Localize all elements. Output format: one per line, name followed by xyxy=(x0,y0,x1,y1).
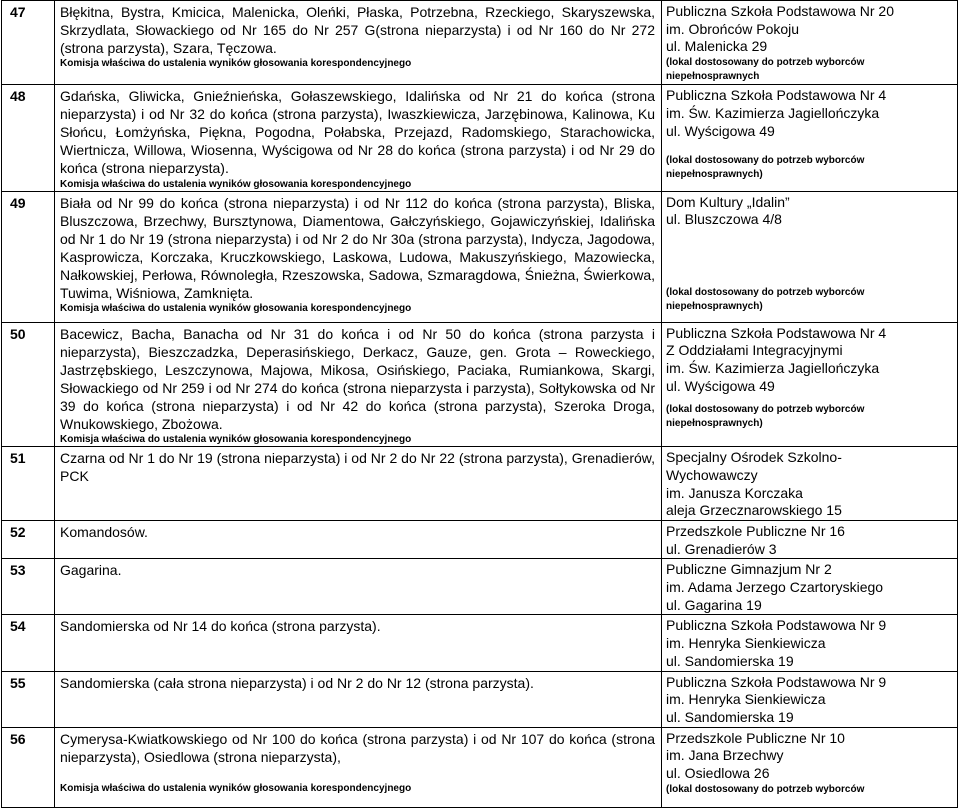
table-row xyxy=(2,559,958,615)
table-row xyxy=(2,1,958,85)
place-line: aleja Grzecznarowskiego 15 xyxy=(666,502,842,519)
streets-text: Komandosów. xyxy=(60,523,148,540)
place-line: Wychowawczy xyxy=(666,466,758,483)
place-line: ul. Gagarina 19 xyxy=(666,596,762,613)
accessibility-note: (lokal dostosowany do potrzeb wyborców niepełnosprawnych) xyxy=(666,155,865,181)
polling-place-cell xyxy=(662,520,958,558)
streets-text: Czarna od Nr 1 do Nr 19 (strona nieparzysta) i od Nr 2 do Nr 22 (strona parzysta), Grenadierów, PCK xyxy=(60,450,655,485)
place-line: ul. Osiedlowa 26 xyxy=(666,765,770,782)
accessibility-note: (lokal dostosowany do potrzeb wyborców niepełnosprawnych) xyxy=(666,286,865,312)
place-line: im. Św. Kazimierza Jagiellończyka xyxy=(666,359,880,376)
commission-note: Komisja właściwa do ustalenia wyników głosowania korespondencyjnego xyxy=(60,58,412,70)
streets-cell xyxy=(55,322,662,447)
district-number: 53 xyxy=(2,559,55,615)
district-number: 54 xyxy=(2,615,55,671)
place-line: Dom Kultury „Idalin” xyxy=(666,193,790,210)
polling-place-cell xyxy=(662,727,958,807)
polling-place-cell xyxy=(662,1,958,85)
place-line: ul. Grenadierów 3 xyxy=(666,540,777,557)
district-number: 47 xyxy=(2,1,55,85)
polling-place-cell xyxy=(662,447,958,521)
place-line: im. Obrońców Pokoju xyxy=(666,20,800,37)
district-number: 55 xyxy=(2,671,55,727)
place-line: Publiczna Szkoła Podstawowa Nr 4 xyxy=(666,87,887,104)
place-line: ul. Bluszczowa 4/8 xyxy=(666,211,782,228)
place-line: Publiczne Gimnazjum Nr 2 xyxy=(666,561,832,578)
polling-place-cell xyxy=(662,671,958,727)
district-number: 50 xyxy=(2,322,55,447)
district-number: 49 xyxy=(2,191,55,322)
streets-cell xyxy=(55,615,662,671)
district-table xyxy=(1,0,958,808)
commission-note: Komisja właściwa do ustalenia wyników głosowania korespondencyjnego xyxy=(60,303,412,315)
place-line: im. Jana Brzechwy xyxy=(666,747,784,764)
streets-cell xyxy=(55,520,662,558)
place-line: Publiczna Szkoła Podstawowa Nr 20 xyxy=(666,3,895,19)
place-line: ul. Sandomierska 19 xyxy=(666,708,794,725)
table-row xyxy=(2,322,958,447)
streets-text: Gagarina. xyxy=(60,562,122,579)
place-line: im. Św. Kazimierza Jagiellończyka xyxy=(666,104,880,121)
district-number: 52 xyxy=(2,520,55,558)
accessibility-note: (lokal dostosowany do potrzeb wyborców niepełnosprawnych xyxy=(666,57,865,83)
accessibility-note: (lokal dostosowany do potrzeb wyborców niepełnosprawnych) xyxy=(666,404,865,430)
polling-place-cell xyxy=(662,191,958,322)
place-line: im. Adama Jerzego Czartoryskiego xyxy=(666,579,884,596)
streets-text: Sandomierska od Nr 14 do końca (strona parzysta). xyxy=(60,618,381,635)
place-line: Publiczna Szkoła Podstawowa Nr 9 xyxy=(666,673,887,690)
table-row xyxy=(2,85,958,191)
place-line: Przedszkole Publiczne Nr 16 xyxy=(666,522,845,539)
table-row xyxy=(2,615,958,671)
commission-note: Komisja właściwa do ustalenia wyników głosowania korespondencyjnego xyxy=(60,434,412,446)
place-line: ul. Wyścigowa 49 xyxy=(666,122,775,139)
place-line: im. Henryka Sienkiewicza xyxy=(666,635,826,652)
place-line: ul. Malenicka 29 xyxy=(666,38,768,55)
streets-cell xyxy=(55,85,662,191)
place-line: Specjalny Ośrodek Szkolno- xyxy=(666,449,842,466)
streets-text: Sandomierska (cała strona nieparzysta) i od Nr 2 do Nr 12 (strona parzysta). xyxy=(60,674,534,691)
district-number: 48 xyxy=(2,85,55,191)
commission-note: Komisja właściwa do ustalenia wyników głosowania korespondencyjnego xyxy=(60,178,412,190)
place-line: Przedszkole Publiczne Nr 10 xyxy=(666,729,845,746)
polling-place-cell xyxy=(662,615,958,671)
table-row xyxy=(2,447,958,521)
place-line: Publiczna Szkoła Podstawowa Nr 9 xyxy=(666,617,887,634)
place-line: ul. Wyścigowa 49 xyxy=(666,377,775,394)
streets-text: Biała od Nr 99 do końca (strona nieparzysta) i od Nr 112 do końca (strona parzysta), Bliska, Bluszczowa, Brzechwy, Bursztynowa, Diamentowa, Gałczyńskiego, Gojawiczyńskiej, Idalińska od Nr 1 do Nr 19 (strona nieparzysta) i od Nr 2 do Nr 30a (strona parzysta), Indycza, Jagodowa, Kasprowicza, Korczaka, Kruczkowskiego, Laskowa, Ludowa, Makuszyńskiego, Mazowiecka, Nałkowskiej, Perłowa, Równoległa, Rzeszowska, Sadowa, Szmaragdowa, Śnieżna, Świerkowa, Tuwima, Wiśniowa, Zamknięta. xyxy=(60,194,655,302)
district-number: 51 xyxy=(2,447,55,521)
place-line: Publiczna Szkoła Podstawowa Nr 4 xyxy=(666,324,887,341)
streets-cell xyxy=(55,447,662,521)
place-line: Z Oddziałami Integracyjnymi xyxy=(666,342,843,359)
polling-place-cell xyxy=(662,559,958,615)
place-line: im. Henryka Sienkiewicza xyxy=(666,691,826,708)
table-row xyxy=(2,727,958,807)
polling-place-cell xyxy=(662,322,958,447)
polling-place-cell xyxy=(662,85,958,191)
table-row xyxy=(2,191,958,322)
place-line: ul. Sandomierska 19 xyxy=(666,652,794,669)
commission-note: Komisja właściwa do ustalenia wyników głosowania korespondencyjnego xyxy=(60,782,412,794)
streets-text: Cymerysa-Kwiatkowskiego od Nr 100 do końca (strona parzysta) i od Nr 107 do końca (strona nieparzysta), Osiedlowa (strona nieparzysta), xyxy=(60,730,655,765)
streets-cell xyxy=(55,559,662,615)
streets-cell xyxy=(55,1,662,85)
streets-cell xyxy=(55,191,662,322)
streets-text: Błękitna, Bystra, Kmicica, Malenicka, Oleńki, Płaska, Potrzebna, Rzeckiego, Skaryszewska, Skrzydlata, Słowackiego od Nr 165 do Nr 257 G(strona nieparzysta) i od Nr 160 do Nr 272 (strona parzysta), Szara, Tęczowa. xyxy=(60,4,655,57)
streets-cell xyxy=(55,671,662,727)
table-row xyxy=(2,520,958,558)
streets-text: Bacewicz, Bacha, Banacha od Nr 31 do końca i od Nr 50 do końca (strona parzysta i nieparzysta), Bieszczadzka, Deperasińskiego, Derkacz, Gauze, gen. Grota – Roweckiego, Jastrzębskiego, Leszczynowa, Majowa, Mikosa, Osińskiego, Paciaka, Rumiankowa, Skargi, Słowackiego od Nr 259 i od Nr 274 do końca (strona nieparzysta i parzysta), Sołtykowska od Nr 39 do końca (strona nieparzysta) i od Nr 42 do końca (strona parzysta), Szeroka Droga, Wnukowskiego, Zbożowa. xyxy=(60,325,655,433)
accessibility-note: (lokal dostosowany do potrzeb wyborców xyxy=(666,783,865,795)
table-row xyxy=(2,671,958,727)
place-line: im. Janusza Korczaka xyxy=(666,484,803,501)
district-number: 56 xyxy=(2,727,55,807)
streets-cell xyxy=(55,727,662,807)
streets-text: Gdańska, Gliwicka, Gnieźnieńska, Gołaszewskiego, Idalińska od Nr 21 do końca (strona nieparzysta) i od Nr 32 do końca (strona parzysta), Iwaszkiewicza, Jarzębinowa, Kalinowa, Ku Słońcu, Łomżyńska, Piękna, Pogodna, Połabska, Przejazd, Radomskiego, Starachowicka, Wiertnicza, Willowa, Wiosenna, Wyścigowa od Nr 28 do końca (strona parzysta) i od Nr 29 do końca (strona nieparzysta). xyxy=(60,88,655,177)
